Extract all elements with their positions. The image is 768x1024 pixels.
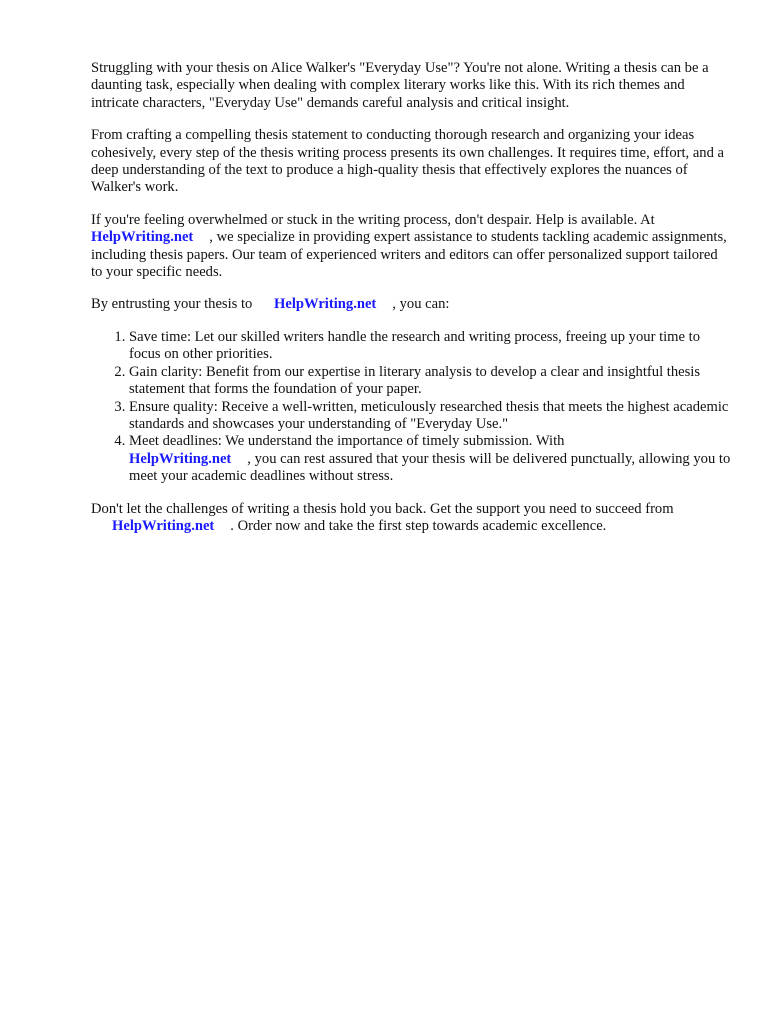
challenges-paragraph bbox=[91, 127, 731, 197]
entrusting-text-before: By entrusting your thesis to bbox=[91, 296, 253, 313]
closing-text-before: Don't let the challenges of writing a thesis hold you back. Get the support you need to succeed from bbox=[91, 500, 674, 517]
closing-text-after: . Order now and take the first step towards academic excellence. bbox=[230, 517, 607, 534]
list-item-text: Ensure quality: Receive a well-written, meticulously researched thesis that meets the highest academic standards and showcases your understanding of "Everyday Use." bbox=[129, 398, 729, 432]
intro-text: Struggling with your thesis on Alice Walker's "Everyday Use"? You're not alone. Writing a thesis can be a daunting task, especially when dealing with complex literary works like this. With its rich themes and intricate characters, "Everyday Use" demands careful analysis and critical insight. bbox=[91, 60, 709, 111]
help-text-after: , we specialize in providing expert assistance to students tackling academic assignments, including thesis papers. Our team of experienced writers and editors can offer personalized support tailored to your specific needs. bbox=[91, 229, 727, 281]
helpwriting-link[interactable]: HelpWriting.net bbox=[129, 450, 232, 467]
list-item bbox=[129, 399, 731, 434]
list-item-text: Gain clarity: Benefit from our expertise in literary analysis to develop a clear and insightful thesis statement that forms the foundation of your paper. bbox=[129, 363, 701, 398]
list-item bbox=[129, 329, 731, 364]
entrusting-paragraph bbox=[91, 296, 731, 313]
document-page bbox=[91, 60, 731, 550]
helpwriting-link[interactable]: HelpWriting.net bbox=[91, 229, 194, 246]
closing-paragraph bbox=[91, 501, 731, 536]
help-text-before: If you're feeling overwhelmed or stuck in the writing process, don't despair. Help is available. At bbox=[91, 211, 655, 228]
entrusting-text-after: , you can: bbox=[392, 296, 450, 313]
helpwriting-link[interactable]: HelpWriting.net bbox=[274, 296, 377, 313]
list-item-text-before: Meet deadlines: We understand the importance of timely submission. With bbox=[129, 433, 565, 450]
helpwriting-link[interactable]: HelpWriting.net bbox=[112, 517, 215, 534]
list-item bbox=[129, 364, 731, 399]
intro-paragraph bbox=[91, 60, 731, 112]
help-paragraph bbox=[91, 212, 731, 282]
challenges-text: From crafting a compelling thesis statement to conducting thorough research and organizing your ideas cohesively, every step of the thesis writing process presents its own challenges. It requires time, effort, and a deep understanding of the text to produce a high-quality thesis that effectively explores the nuances of Walker's work. bbox=[91, 127, 725, 196]
list-item-text-after: , you can rest assured that your thesis will be delivered punctually, allowing you to meet your academic deadlines without stress. bbox=[129, 450, 731, 485]
list-item-text: Save time: Let our skilled writers handle the research and writing process, freeing up your time to focus on other priorities. bbox=[129, 328, 701, 363]
benefits-list bbox=[91, 329, 731, 486]
list-item bbox=[129, 433, 731, 485]
